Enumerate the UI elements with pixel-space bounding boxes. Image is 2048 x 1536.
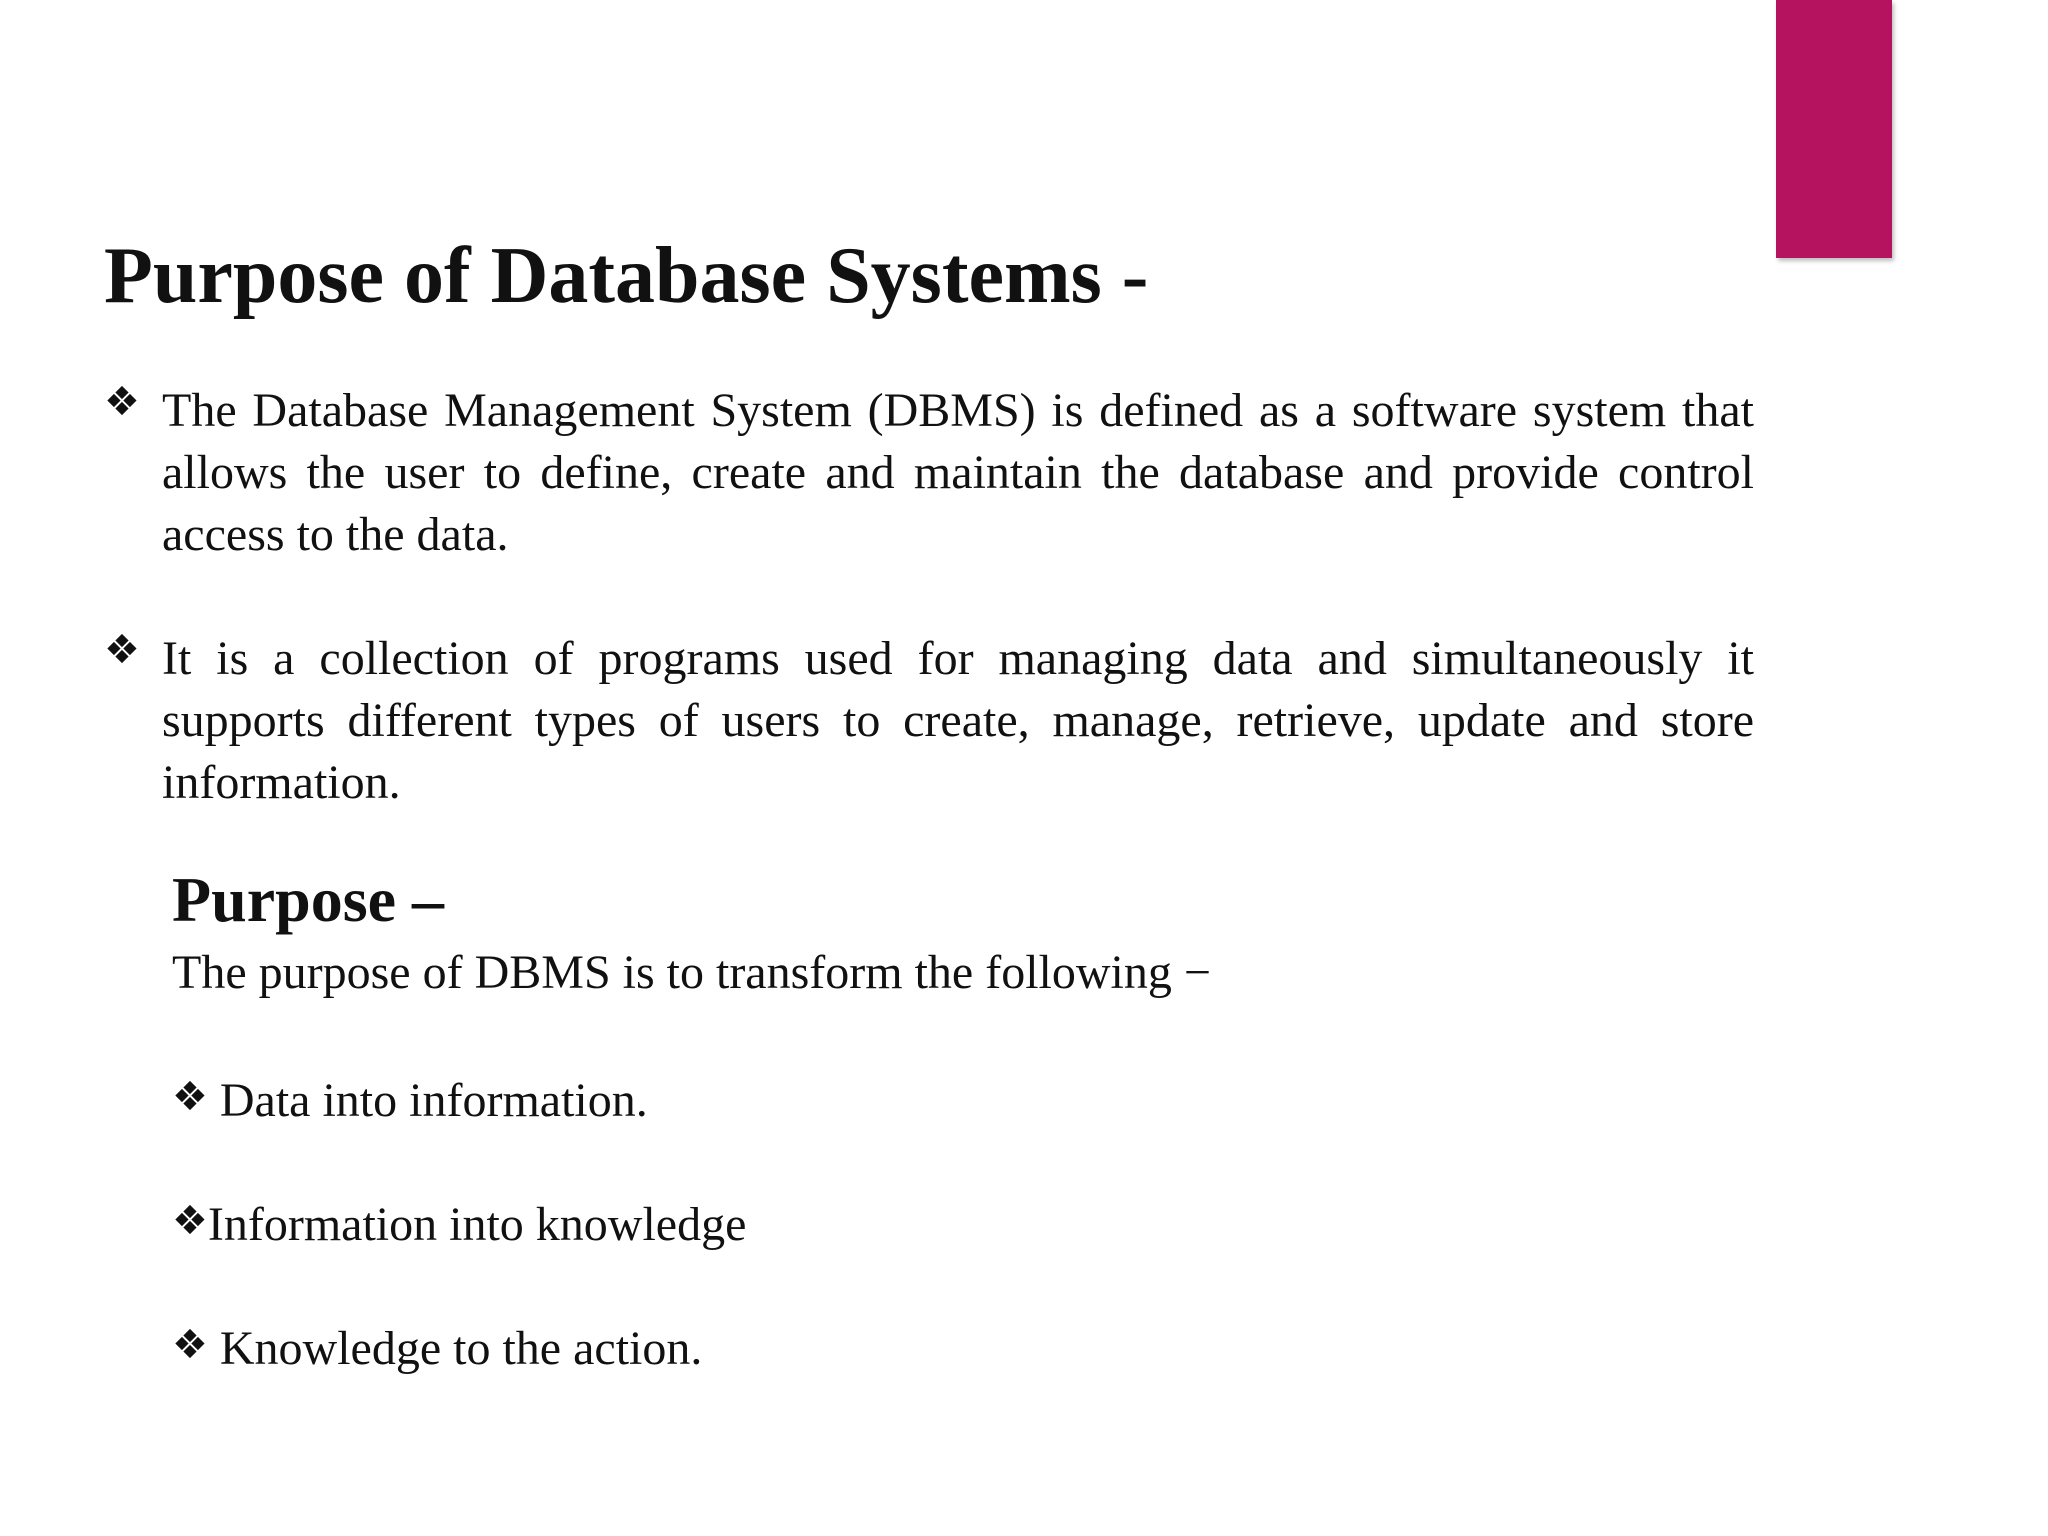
purpose-item-text: Data into information. [207, 1074, 648, 1127]
four-diamond-bullet-icon: ❖ [104, 379, 140, 425]
slide-title: Purpose of Database Systems - [104, 232, 1149, 320]
bullet-text: The Database Management System (DBMS) is defined as a software system that allows the user to define, create and maintain the database and provide control access to the data. [162, 384, 1754, 561]
accent-bar [1776, 0, 1892, 258]
purpose-item-text: Information into knowledge [207, 1198, 747, 1251]
bullet-text: It is a collection of programs used for managing data and simultaneously it supports different types of users to create, manage, retrieve, update and store information. [162, 632, 1754, 809]
purpose-intro: The purpose of DBMS is to transform the following − [172, 946, 1211, 999]
purpose-item [172, 1190, 746, 1256]
purpose-item-text: Knowledge to the action. [207, 1322, 703, 1375]
bullet-item [104, 628, 1754, 814]
purpose-item [172, 1066, 648, 1132]
purpose-heading: Purpose – [172, 864, 444, 935]
bullet-item [104, 380, 1754, 566]
four-diamond-bullet-icon: ❖ [172, 1322, 208, 1368]
four-diamond-bullet-icon: ❖ [172, 1198, 208, 1244]
four-diamond-bullet-icon: ❖ [172, 1074, 208, 1120]
purpose-item [172, 1314, 702, 1380]
four-diamond-bullet-icon: ❖ [104, 627, 140, 673]
